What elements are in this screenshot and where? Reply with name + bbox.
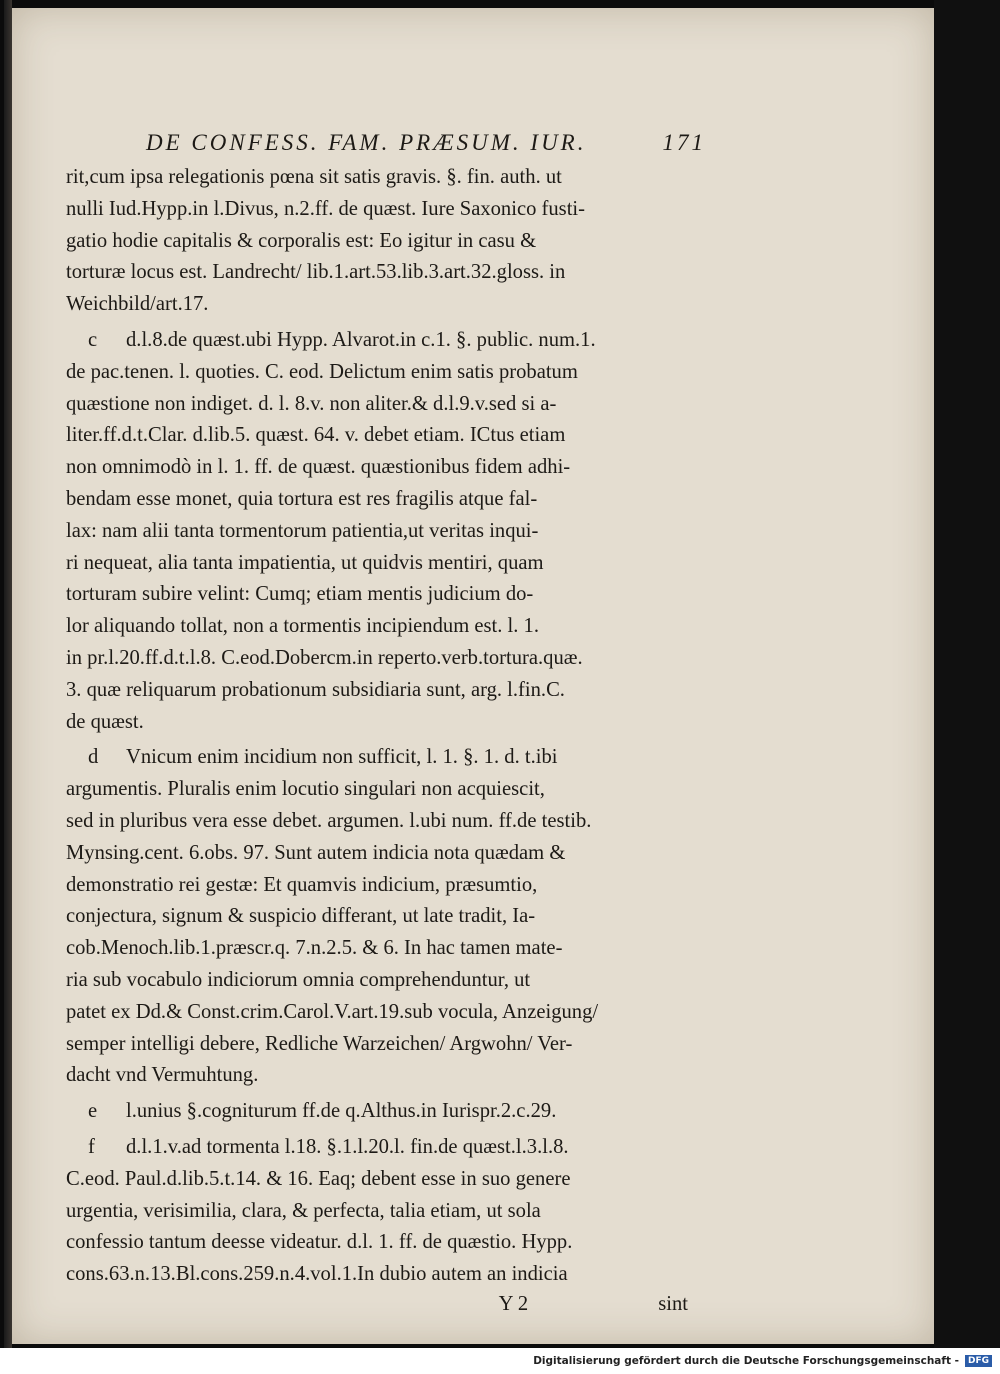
text-line: bendam esse monet, quia tortura est res fragilis atque fal- [66,487,538,510]
text-line: C.eod. Paul.d.lib.5.t.14. & 16. Eaq; debent esse in suo genere [66,1167,571,1190]
text-line: in pr.l.20.ff.d.t.l.8. C.eod.Dobercm.in reperto.verb.tortura.quæ. [66,646,583,669]
note-mark-c: c [88,328,98,351]
text-line: rit,cum ipsa relegationis pœna sit satis gravis. §. fin. auth. ut [66,166,562,188]
text-line: cob.Menoch.lib.1.præscr.q. 7.n.2.5. & 6. In hac tamen mate- [66,937,563,960]
text-line: argumentis. Pluralis enim locutio singulari non acquiescit, [66,778,545,801]
catchword: sint [658,1292,688,1315]
footnote-c [66,325,706,738]
text-line: torturæ locus est. Landrecht/ lib.1.art.53.lib.3.art.32.gloss. in [66,261,566,284]
text-line: semper intelligi debere, Redliche Warzeichen/ Argwohn/ Ver- [66,1032,573,1055]
footnote-e [66,1096,706,1128]
running-head-title: DE CONFESS. FAM. PRÆSUM. IUR. [146,130,587,155]
footer-credit: Digitalisierung gefördert durch die Deutsche Forschungsgemeinschaft - [533,1355,959,1367]
text-line: patet ex Dd.& Const.crim.Carol.V.art.19.sub vocula, Anzeigung/ [66,1000,599,1023]
text-line: d.l.8.de quæst.ubi Hypp. Alvarot.in c.1. §. public. num.1. [126,328,596,351]
page-edge [4,0,12,1348]
page-text [66,130,706,1316]
catchline [66,1293,706,1316]
scan-gutter [934,0,1000,1348]
text-line: Mynsing.cent. 6.obs. 97. Sunt autem indicia nota quædam & [66,841,566,864]
text-line: de quæst. [66,710,144,733]
text-line: torturam subire velint: Cumq; etiam mentis judicium do- [66,583,534,606]
text-line: l.unius §.cogniturum ff.de q.Althus.in Iurispr.2.c.29. [126,1100,557,1123]
note-mark-e: e [88,1100,98,1123]
text-line: lax: nam alii tanta tormentorum patientia,ut veritas inqui- [66,519,539,542]
text-line: non omnimodò in l. 1. ff. de quæst. quæstionibus fidem adhi- [66,456,571,479]
signature-mark: Y 2 [498,1292,529,1315]
footnote-d [66,742,706,1092]
text-line: Weichbild/art.17. [66,293,209,316]
text-line: nulli Iud.Hypp.in l.Divus, n.2.ff. de quæst. Iure Saxonico fusti- [66,197,585,220]
text-line: lor aliquando tollat, non a tormentis incipiendum est. l. 1. [66,615,540,638]
text-line: Vnicum enim incidium non sufficit, l. 1. §. 1. d. t.ibi [126,746,558,769]
footer-bar [0,1348,1000,1374]
note-mark-f: f [88,1135,95,1158]
running-head [146,130,706,156]
page-number: 171 [662,130,706,155]
text-line: dacht vnd Vermuhtung. [66,1064,259,1087]
text-line: 3. quæ reliquarum probationum subsidiaria sunt, arg. l.fin.C. [66,678,565,701]
text-line: liter.ff.d.t.Clar. d.lib.5. quæst. 64. v. debet etiam. ICtus etiam [66,424,566,447]
dfg-logo: DFG [965,1355,992,1367]
text-line: de pac.tenen. l. quoties. C. eod. Delictum enim satis probatum [66,360,578,383]
text-line: quæstione non indiget. d. l. 8.v. non aliter.& d.l.9.v.sed si a- [66,392,557,415]
text-line: ria sub vocabulo indiciorum omnia comprehenduntur, ut [66,968,531,991]
text-line: cons.63.n.13.Bl.cons.259.n.4.vol.1.In dubio autem an indicia [66,1263,568,1286]
text-line: urgentia, verisimilia, clara, & perfecta, talia etiam, ut sola [66,1199,541,1222]
note-mark-d: d [88,746,99,769]
text-line: conjectura, signum & suspicio differant, ut late tradit, Ia- [66,905,536,928]
text-line: d.l.1.v.ad tormenta l.18. §.1.l.20.l. fin.de quæst.l.3.l.8. [126,1135,569,1158]
text-line: demonstratio rei gestæ: Et quamvis indicium, præsumtio, [66,873,538,896]
text-line: sed in pluribus vera esse debet. argumen. l.ubi num. ff.de testib. [66,809,592,832]
text-line: confessio tantum deesse videatur. d.l. 1. ff. de quæstio. Hypp. [66,1231,573,1254]
text-line: gatio hodie capitalis & corporalis est: Eo igitur in casu & [66,229,537,252]
paragraph-continuation [66,162,706,321]
footnote-f [66,1132,706,1291]
text-line: ri nequeat, alia tanta impatientia, ut quidvis mentiri, quam [66,551,544,574]
